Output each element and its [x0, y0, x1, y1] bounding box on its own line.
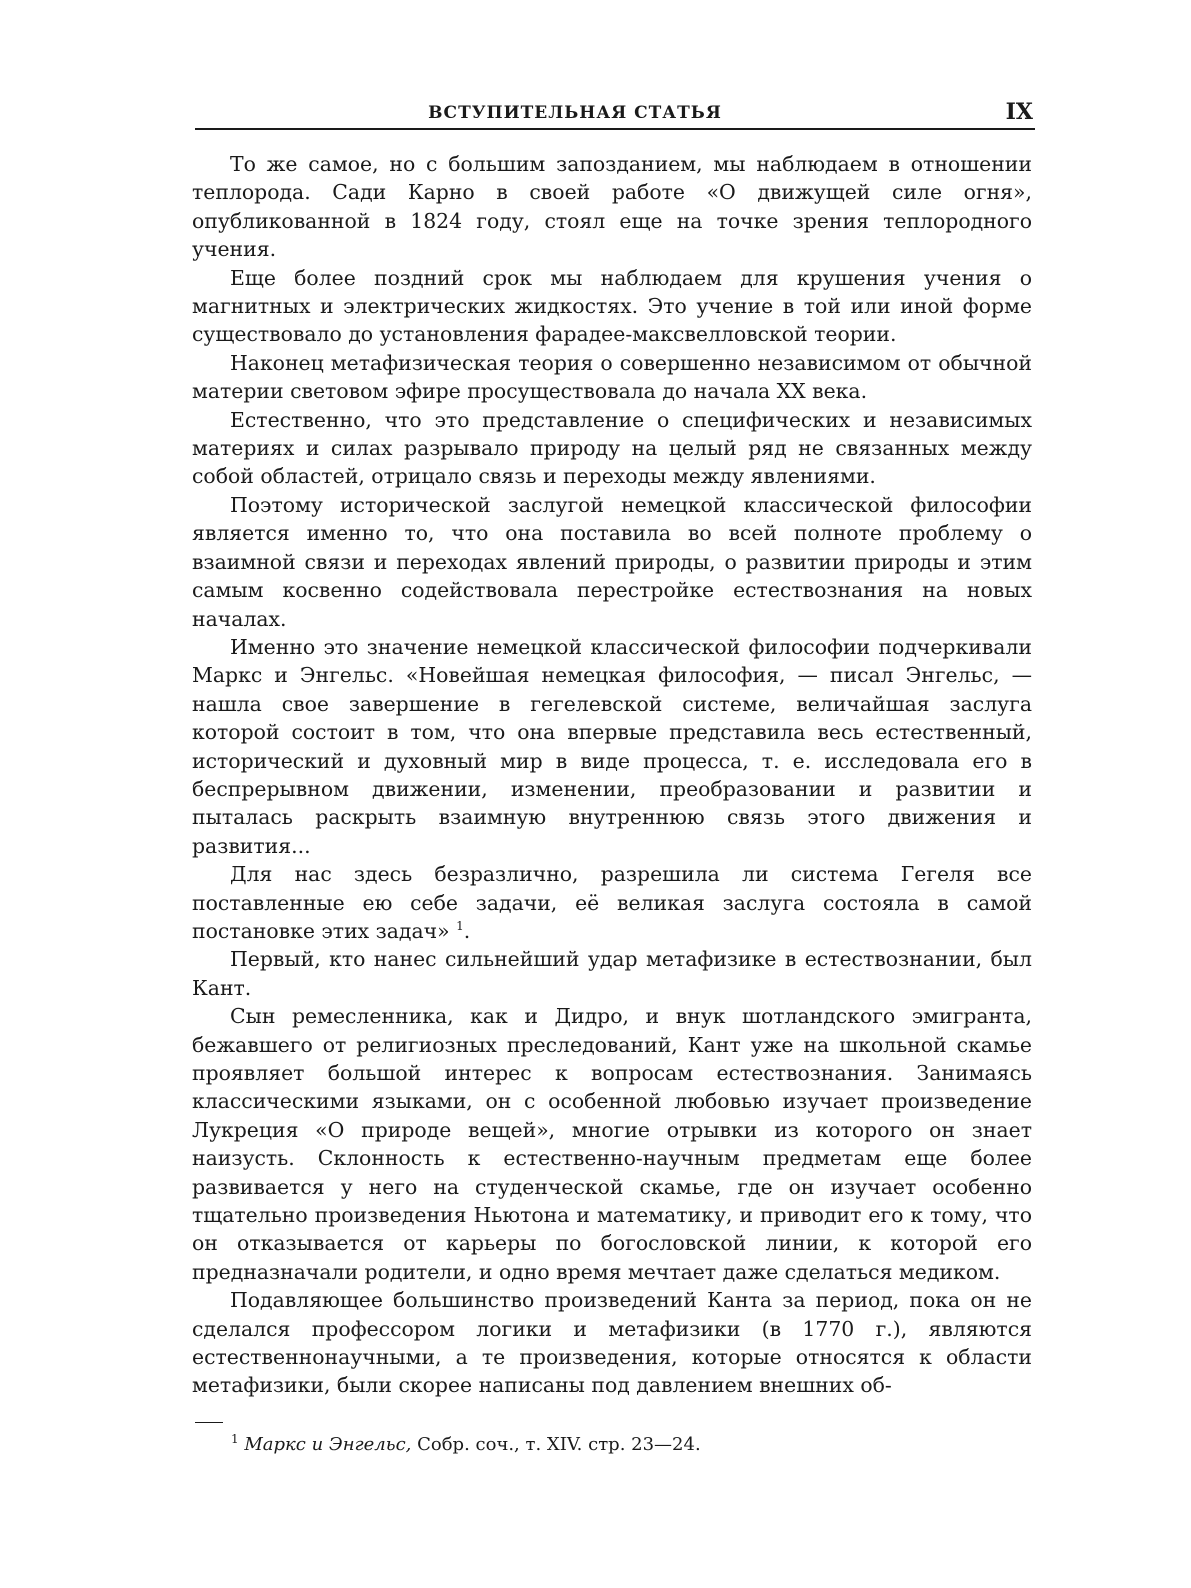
paragraph-text: Для нас здесь безразлично, разрешила ли система Гегеля все поставленные ею себе задачи, её великая заслуга состояла в самой постановке этих задач»: [192, 862, 1032, 943]
paragraph: Именно это значение немецкой классической философии подчеркивали Маркс и Энгельс. «Новейшая немецкая философия, — писал Энгельс, — нашла свое завершение в гегелевской системе, величайшая заслуга которой состоит в том, что она впервые представила весь естественный, исторический и духовный мир в виде процесса, т. е. исследовала его в беспрерывном движении, изменении, преобразовании и развитии и пыталась раскрыть взаимную внутреннюю связь этого движения и развития...: [192, 634, 1032, 858]
running-header: [195, 99, 1035, 127]
paragraph: То же самое, но с большим запозданием, мы наблюдаем в отношении теплорода. Сади Карно в своей работе «О движущей силе огня», опубликованной в 1824 году, стоял еще на точке зрения теплородного учения.: [192, 152, 1032, 262]
paragraph: Подавляющее большинство произведений Канта за период, пока он не сделался профессором логики и метафизики (в 1770 г.), являются естественнонаучными, а те произведения, которые относятся к области метафизики, были скорее написаны под давлением внешних об-: [192, 1288, 1032, 1398]
running-header-title: ВСТУПИТЕЛЬНАЯ СТАТЬЯ: [428, 103, 722, 123]
paragraph: Естественно, что это представление о специфических и независимых материях и силах разрывало природу на целый ряд не связанных между собой областей, отрицало связь и переходы между явлениями.: [192, 407, 1032, 489]
paragraph: Первый, кто нанес сильнейший удар метафизике в естествознании, был Кант.: [192, 947, 1032, 1000]
header-rule: [195, 128, 1035, 130]
paragraph: Наконец метафизическая теория о совершенно независимом от обычной материи световом эфире просуществовала до начала XX века.: [192, 350, 1032, 404]
footnote-rule: [195, 1422, 223, 1423]
footnote-text: Собр. соч., т. XIV. стр. 23—24.: [417, 1434, 701, 1455]
paragraph: Сын ремесленника, как и Дидро, и внук шотландского эмигранта, бежавшего от религиозных преследований, Кант уже на школьной скамье проявляет большой интерес к вопросам естествознания. Занимаясь классическими языками, он с особенной любовью изучает произведение Лукреция «О природе вещей», многие отрывки из которого он знает наизусть. Склонность к естественно-научным предметам еще более развивается у него на студенческой скамье, где он изучает особенно тщательно произведения Ньютона и математику, и приводит его к тому, что он отказывается от карьеры по богословской линии, к которой его предназначали родители, и одно время мечтает даже сделаться медиком.: [192, 1004, 1032, 1284]
footnote-authors: Маркс и Энгельс,: [244, 1434, 412, 1455]
footnote-reference: 1: [456, 919, 464, 934]
paragraph: Поэтому исторической заслугой немецкой классической философии является именно то, что она поставила во всей полноте проблему о взаимной связи и переходах явлений природы, о развитии природы и этим самым косвенно содействовала перестройке естествознания на новых началах.: [192, 492, 1032, 631]
paragraph: Еще более поздний срок мы наблюдаем для крушения учения о магнитных и электрических жидкостях. Это учение в той или иной форме существовало до установления фарадее-максвелловской теории.: [192, 265, 1032, 347]
paragraph-with-footnote-ref: Для нас здесь безразлично, разрешила ли система Гегеля все поставленные ею себе задачи, её великая заслуга состояла в самой постановке этих задач» $^1$.: [192, 862, 1032, 943]
body-text: [192, 150, 1032, 1400]
footnote: [195, 1433, 1035, 1457]
footnote-marker: 1: [231, 1432, 239, 1446]
page-number: IX: [1005, 99, 1033, 125]
